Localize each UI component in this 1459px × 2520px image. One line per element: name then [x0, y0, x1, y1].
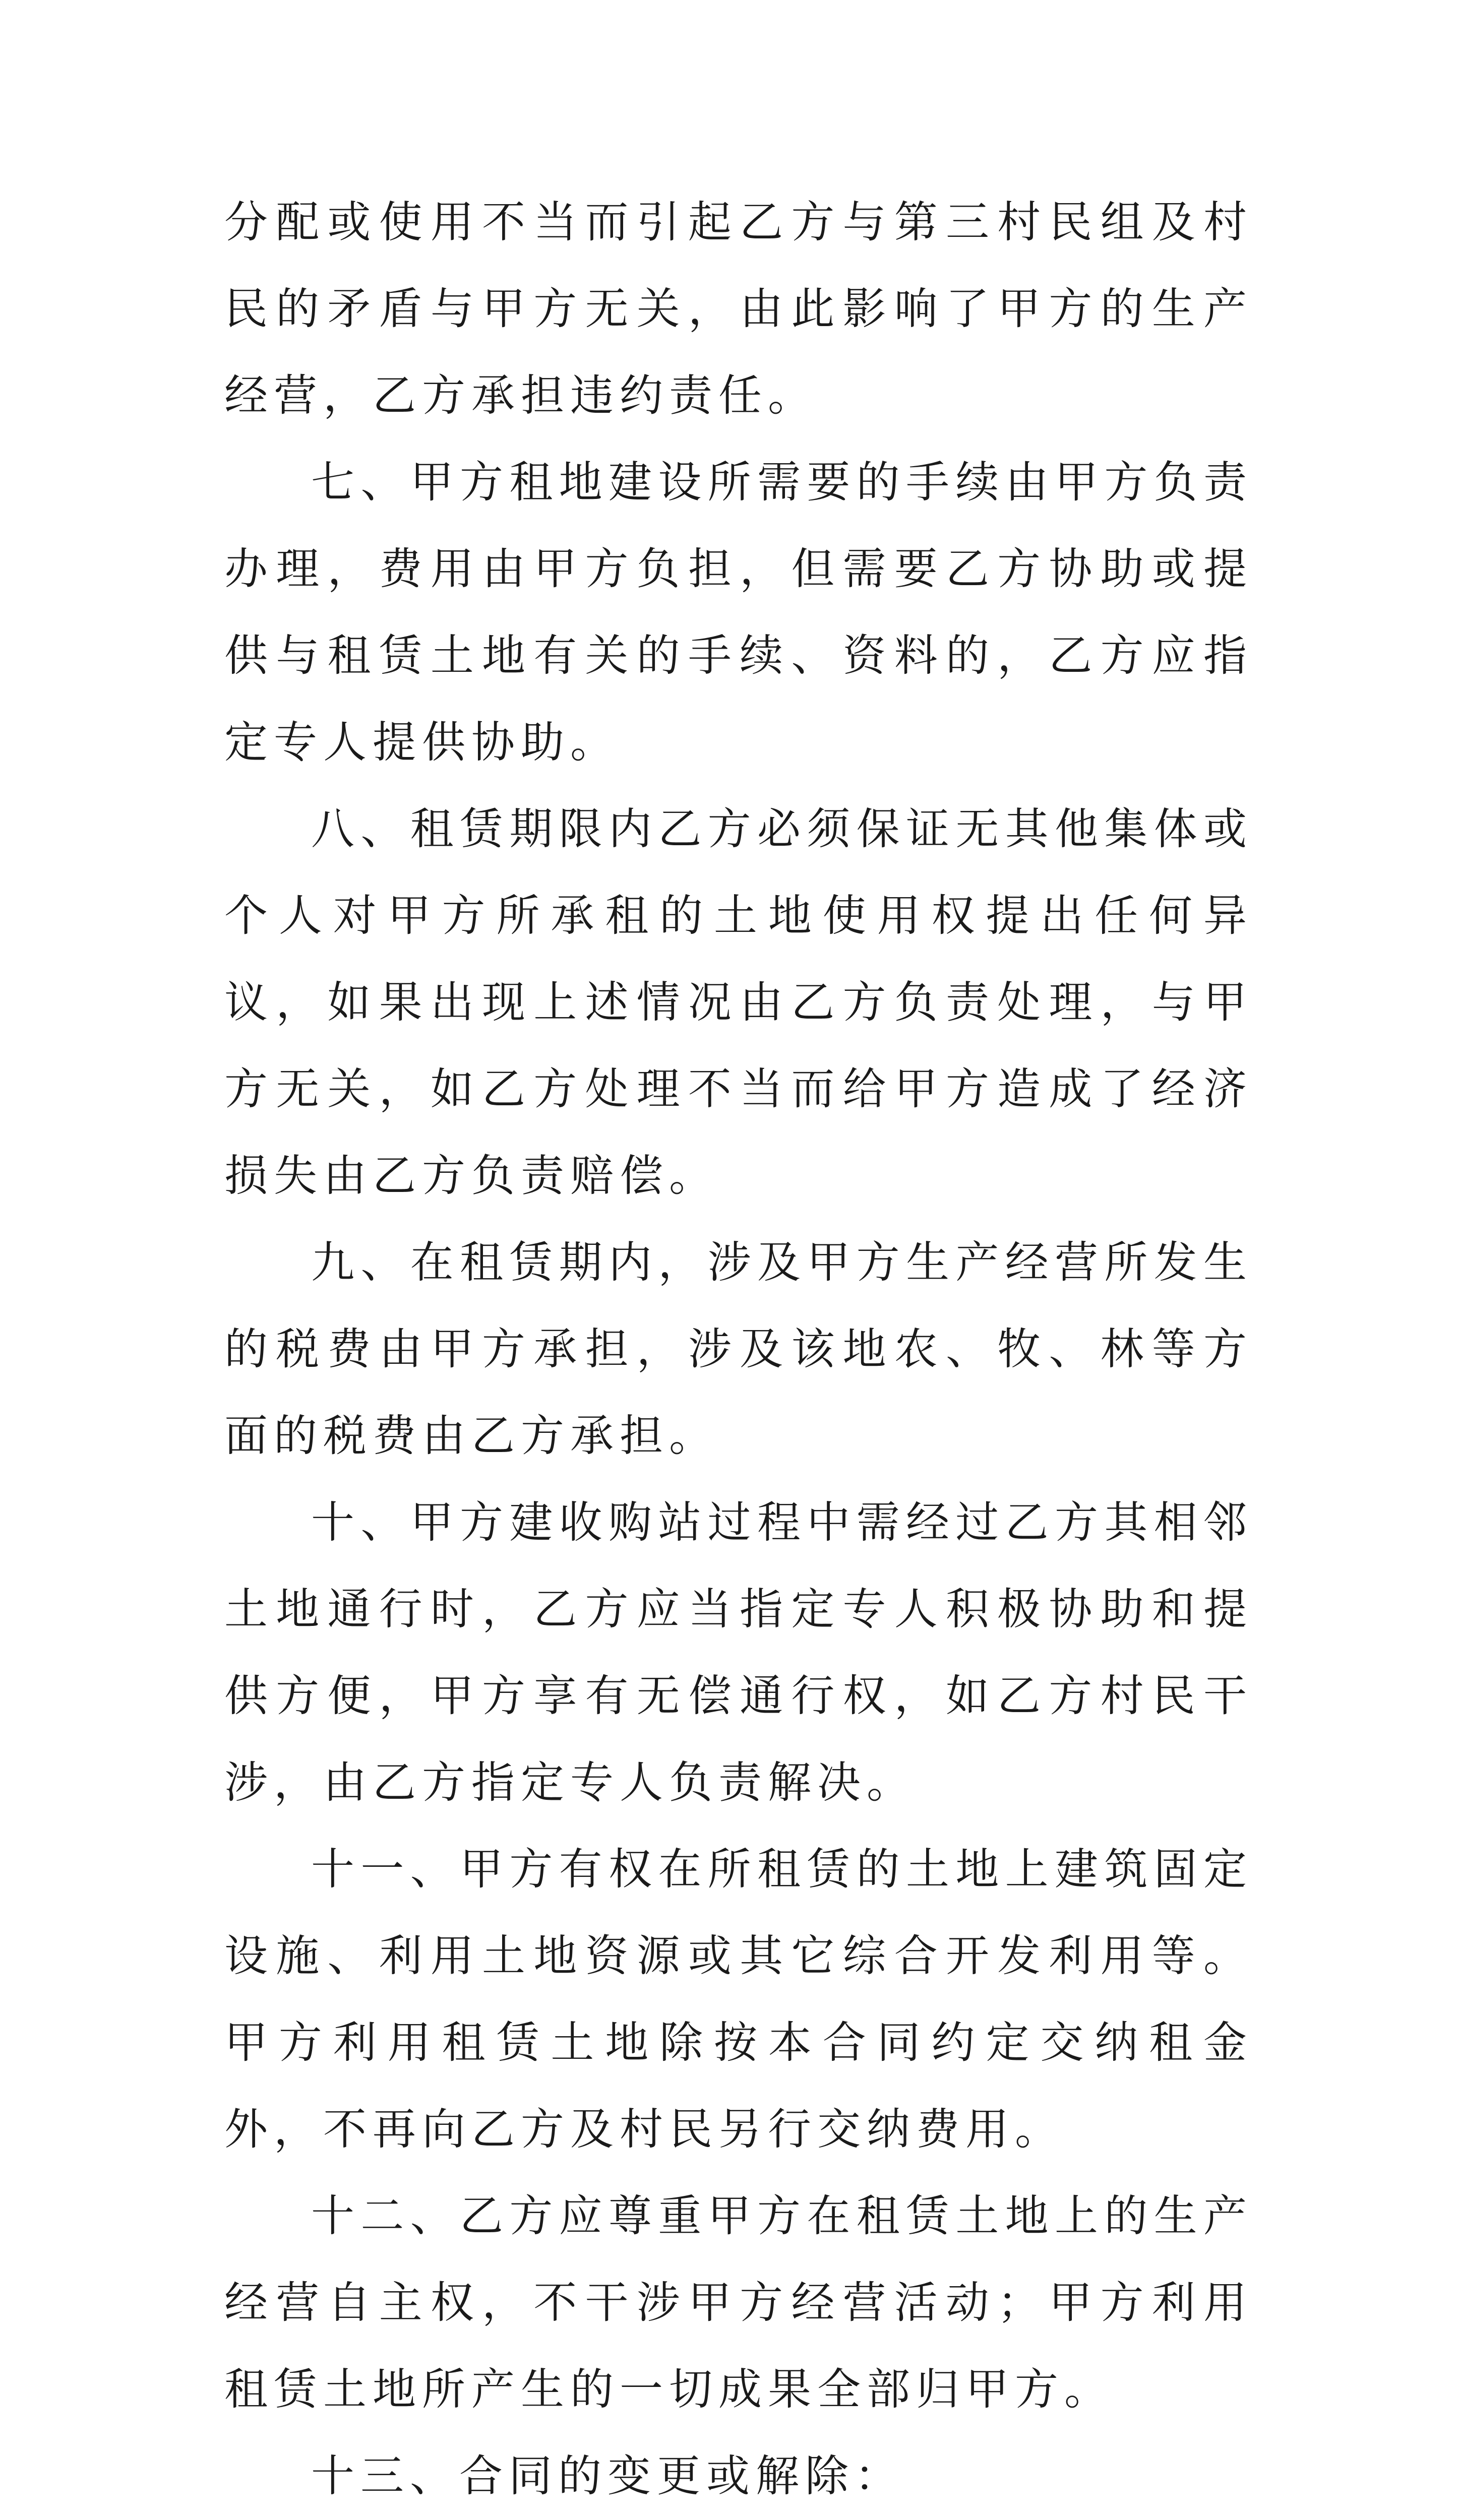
contract-body [224, 179, 1253, 2520]
paragraph-clause-13-item-1 [224, 2519, 1253, 2520]
paragraph-clause-9: 九、在租赁期内，涉及甲方生产经营所发生的税费由甲方承担，涉及该地农、牧、林等方面的税费由乙方承担。 [224, 1237, 1253, 1461]
paragraph-clause-8: 八、租赁期限内乙方必须保证无其他集体或个人对甲方所承租的土地使用权提出任何异议，如果出现上述情况由乙方负责处理，与甲方无关，如乙方处理不当而给甲方造成了经济损失由乙方负责赔偿。 [224, 804, 1253, 1201]
paragraph-dispute-clause: 分配或使用不当而引起乙方与第三村民组及村民的矛盾与甲方无关，由此影响了甲方的生产经营，乙方承担违约责任。 [224, 197, 1253, 421]
paragraph-clause-13-heading: 十三、合同的变更或解除： [311, 2451, 904, 2501]
paragraph-clause-10: 十、甲方建收购站过程中需经过乙方其相邻土地通行时，乙方应当指定专人积极协助和提供方便，甲方享有无偿通行权，如乙方村民干涉，由乙方指定专人负责解决。 [224, 1497, 1253, 1808]
paragraph-clause-7: 七、甲方租地建设所需要的手续由甲方负责办理，费用由甲方负担，但需要乙方协助或提供与租赁土地有关的手续、资料的，乙方应指定专人提供协助。 [224, 457, 1253, 768]
paragraph-clause-12: 十二、乙方应尊重甲方在租赁土地上的生产经营自主权，不干涉甲方经营活动；甲方利用租赁土地所产生的一切成果全部归甲方。 [224, 2191, 1253, 2415]
paragraph-clause-11: 十一、甲方有权在所租赁的土地上建筑固定设施、利用土地资源或其它综合开发利用等。甲方利用租赁土地除按本合同约定交纳租金外，不再向乙方及村民另行交纳费用。 [224, 1844, 1253, 2155]
